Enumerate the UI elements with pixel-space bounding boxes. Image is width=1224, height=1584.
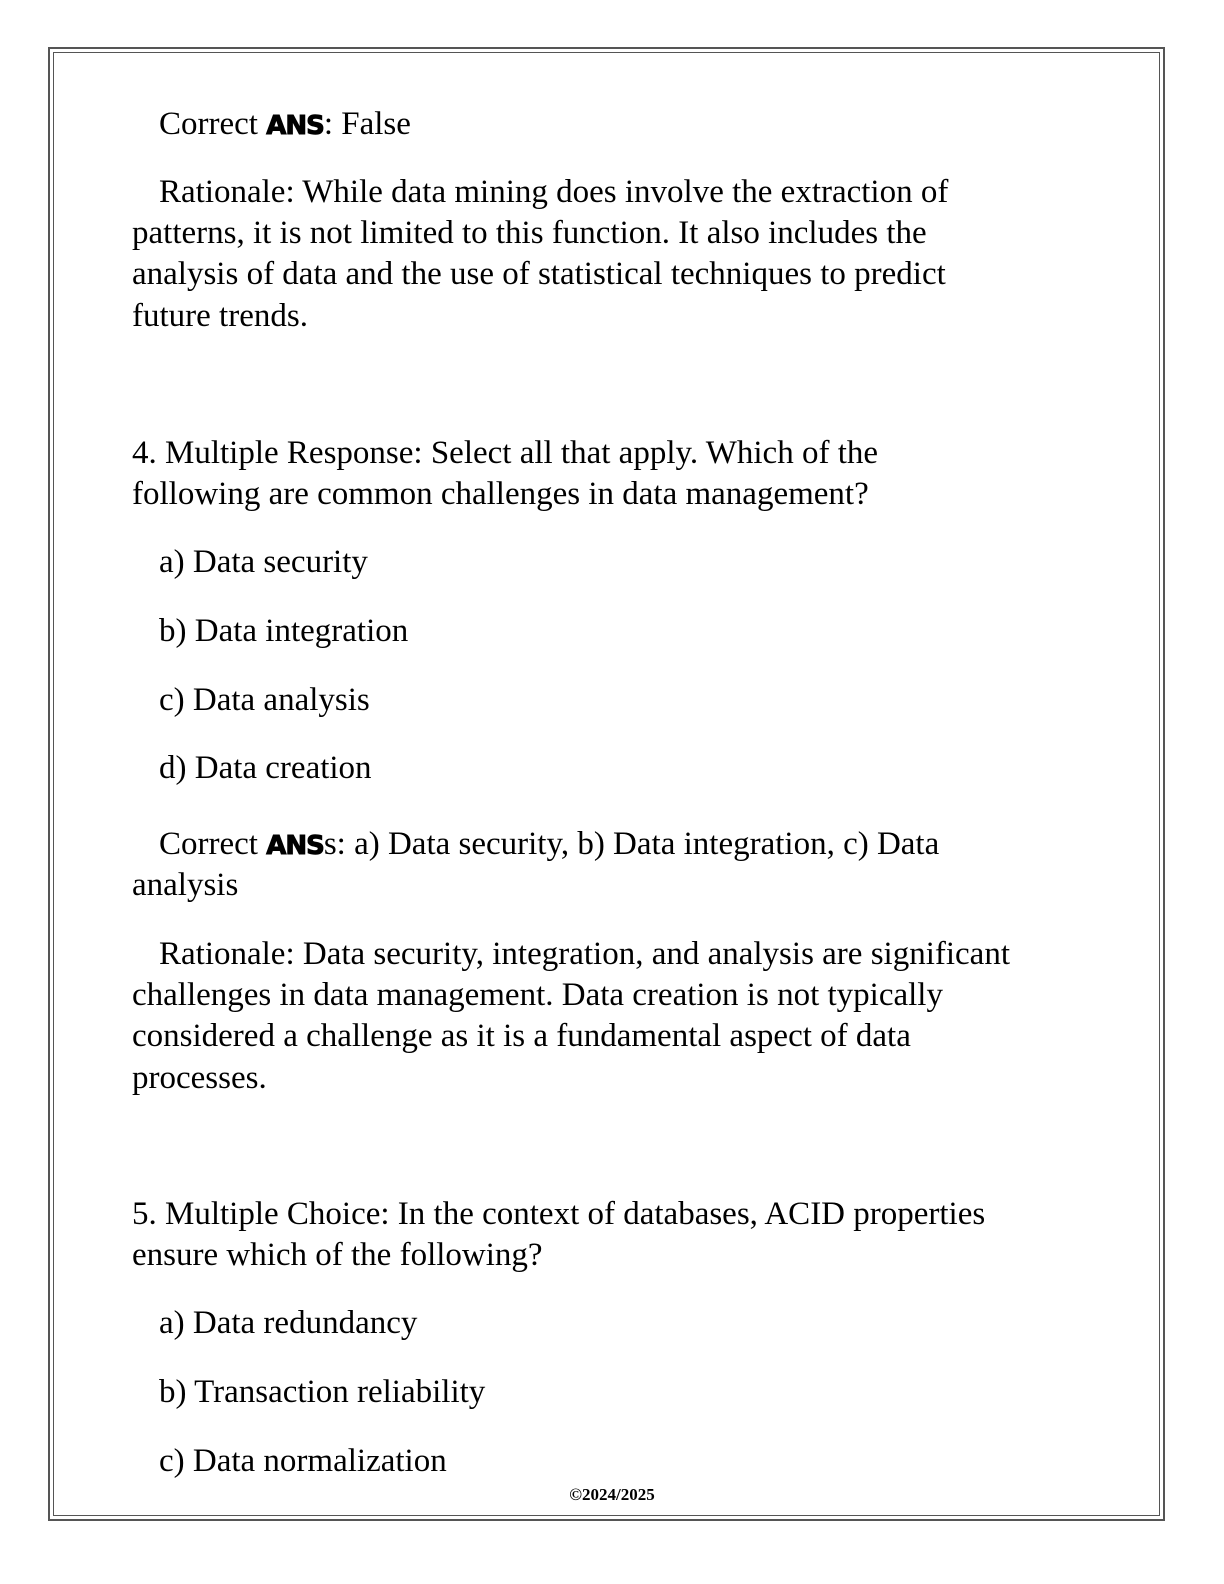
q4-question-line: following are common challenges in data management? xyxy=(132,476,869,512)
q4-rationale-line: considered a challenge as it is a fundamental aspect of data xyxy=(132,1018,911,1054)
q5-question-line: ensure which of the following? xyxy=(132,1237,543,1273)
q3-rationale-line: analysis of data and the use of statistical techniques to predict xyxy=(132,256,946,292)
q3-rationale-line: Rationale: While data mining does involve the extraction of xyxy=(159,174,949,210)
correct-label: Correct xyxy=(159,106,267,142)
q4-option-b: b) Data integration xyxy=(159,613,409,649)
correct-label: Correct xyxy=(159,826,267,862)
q3-rationale-line: patterns, it is not limited to this function. It also includes the xyxy=(132,215,927,251)
ans-label: ANS xyxy=(266,111,324,141)
q5-question-line: 5. Multiple Choice: In the context of databases, ACID properties xyxy=(132,1196,986,1232)
q3-rationale-line: future trends. xyxy=(132,298,308,334)
q4-correct-answer xyxy=(159,824,939,867)
q4-option-a: a) Data security xyxy=(159,544,368,580)
q4-rationale-line: challenges in data management. Data creation is not typically xyxy=(132,977,943,1013)
correct-value: s: a) Data security, b) Data integration, c) Data xyxy=(323,826,940,862)
q5-option-c: c) Data normalization xyxy=(159,1443,447,1479)
q4-rationale-line: Rationale: Data security, integration, and analysis are significant xyxy=(159,936,1010,972)
q3-correct-answer xyxy=(159,104,411,147)
q4-correct-answer-cont: analysis xyxy=(132,867,239,903)
q4-option-d: d) Data creation xyxy=(159,750,372,786)
q5-option-b: b) Transaction reliability xyxy=(159,1374,486,1410)
q4-rationale-line: processes. xyxy=(132,1060,267,1096)
footer-copyright: ©2024/2025 xyxy=(569,1485,655,1504)
q4-question-line: 4. Multiple Response: Select all that apply. Which of the xyxy=(132,435,879,471)
correct-value: : False xyxy=(323,106,411,142)
q5-option-a: a) Data redundancy xyxy=(159,1305,418,1341)
ans-label: ANS xyxy=(266,831,324,861)
q4-option-c: c) Data analysis xyxy=(159,682,370,718)
